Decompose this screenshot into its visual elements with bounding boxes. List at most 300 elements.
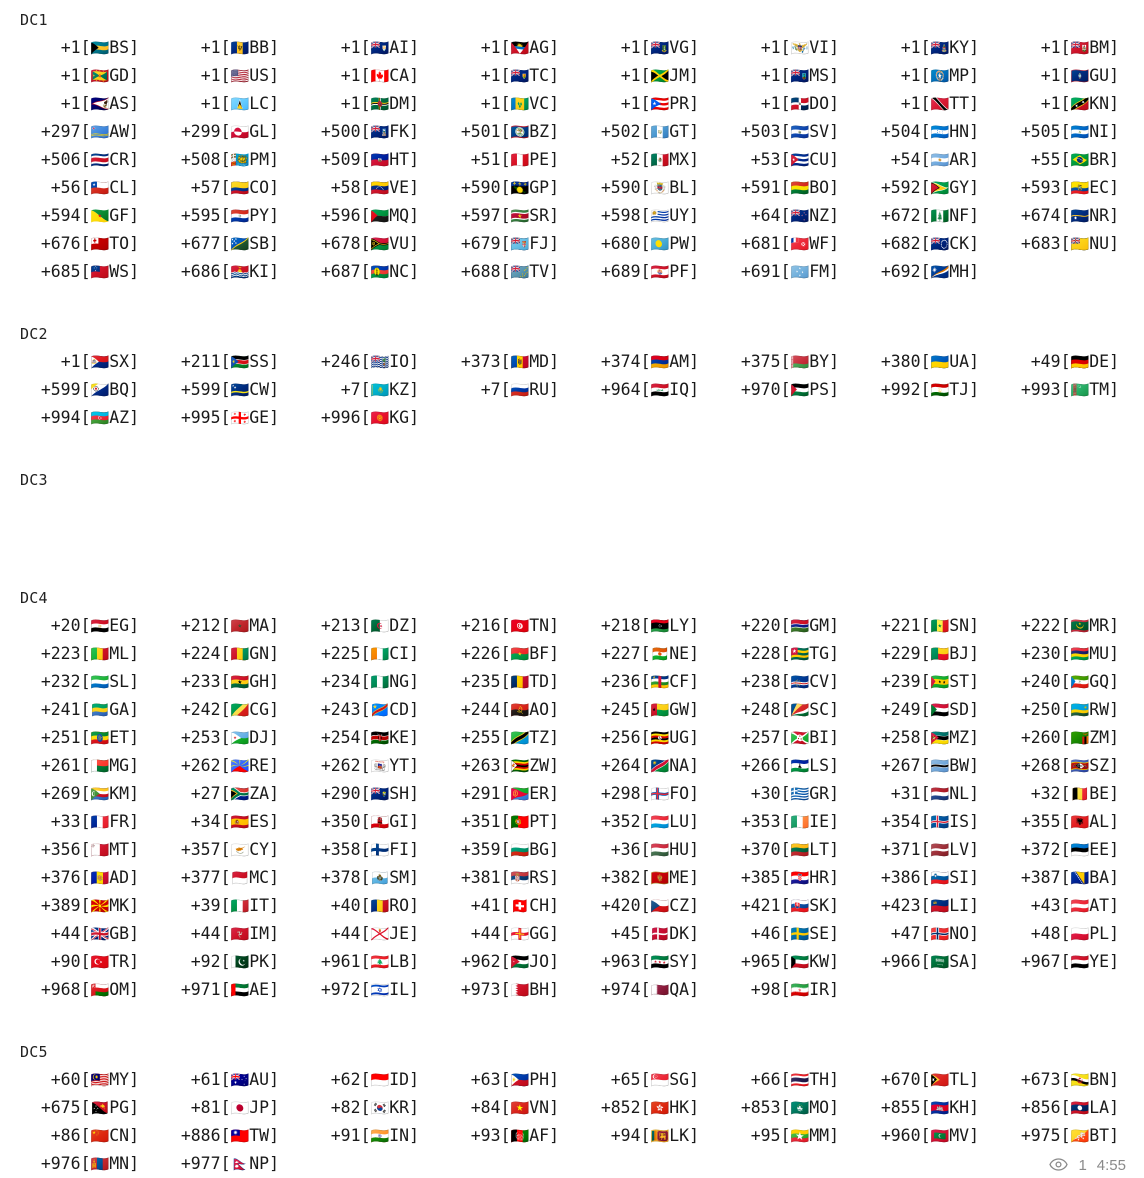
dial-prefix: +421 xyxy=(740,896,781,915)
flag-icon: 🇨🇳 xyxy=(90,1127,110,1145)
country-code-entry xyxy=(298,62,438,90)
country-code-entry xyxy=(18,780,158,808)
country-code: SL xyxy=(109,672,130,691)
dial-prefix: +223 xyxy=(40,644,81,663)
dial-prefix: +268 xyxy=(1020,756,1061,775)
country-code-entry xyxy=(998,836,1138,864)
dc-group-empty xyxy=(18,494,1126,550)
dial-prefix: +376 xyxy=(40,868,81,887)
country-code-entry xyxy=(998,1122,1138,1150)
dial-prefix: +992 xyxy=(880,380,921,399)
country-code: OM xyxy=(109,980,130,999)
dial-prefix: +1 xyxy=(480,38,501,57)
dial-prefix: +91 xyxy=(330,1126,361,1145)
open-bracket: [ xyxy=(920,66,931,85)
country-code-entry xyxy=(578,808,718,836)
country-code: GP xyxy=(529,178,550,197)
close-bracket: ] xyxy=(129,924,139,943)
flag-icon: 🇵🇷 xyxy=(650,95,670,113)
flag-icon: 🇦🇬 xyxy=(510,39,530,57)
open-bracket: [ xyxy=(920,380,931,399)
flag-icon: 🇲🇭 xyxy=(930,263,950,281)
flag-icon: 🇮🇪 xyxy=(790,813,810,831)
country-code-entry xyxy=(438,34,578,62)
country-code: CK xyxy=(949,234,970,253)
open-bracket: [ xyxy=(640,38,651,57)
country-code: JE xyxy=(389,924,410,943)
close-bracket: ] xyxy=(269,262,279,281)
close-bracket: ] xyxy=(129,408,139,427)
dial-prefix: +240 xyxy=(1020,672,1061,691)
dial-prefix: +244 xyxy=(460,700,501,719)
country-code: IQ xyxy=(669,380,690,399)
dial-prefix: +356 xyxy=(40,840,81,859)
country-code: AT xyxy=(1089,896,1110,915)
close-bracket: ] xyxy=(129,616,139,635)
country-code: RE xyxy=(249,756,270,775)
country-code-entry xyxy=(18,376,158,404)
flag-icon: 🇲🇪 xyxy=(650,869,670,887)
open-bracket: [ xyxy=(640,380,651,399)
country-code-entry xyxy=(578,62,718,90)
close-bracket: ] xyxy=(129,980,139,999)
dial-prefix: +594 xyxy=(40,206,81,225)
dial-prefix: +357 xyxy=(180,840,221,859)
dial-prefix: +95 xyxy=(750,1126,781,1145)
open-bracket: [ xyxy=(220,728,231,747)
flag-icon: 🇲🇻 xyxy=(930,1127,950,1145)
country-code: UG xyxy=(669,728,690,747)
open-bracket: [ xyxy=(80,952,91,971)
close-bracket: ] xyxy=(1109,616,1119,635)
country-code-entry xyxy=(158,836,298,864)
country-code-entry xyxy=(438,892,578,920)
flag-icon: 🇮🇴 xyxy=(370,353,390,371)
dial-prefix: +1 xyxy=(60,38,81,57)
open-bracket: [ xyxy=(780,66,791,85)
country-code-entry xyxy=(858,836,998,864)
dial-prefix: +267 xyxy=(880,756,921,775)
close-bracket: ] xyxy=(409,784,419,803)
close-bracket: ] xyxy=(549,38,559,57)
open-bracket: [ xyxy=(80,234,91,253)
open-bracket: [ xyxy=(920,206,931,225)
country-code: MU xyxy=(1089,644,1110,663)
dial-prefix: +261 xyxy=(40,756,81,775)
flag-icon: 🇬🇫 xyxy=(90,207,110,225)
country-code-entry xyxy=(18,202,158,230)
close-bracket: ] xyxy=(409,812,419,831)
country-code: MC xyxy=(249,868,270,887)
open-bracket: [ xyxy=(920,94,931,113)
open-bracket: [ xyxy=(1060,896,1071,915)
flag-icon: 🇱🇻 xyxy=(930,841,950,859)
close-bracket: ] xyxy=(969,122,979,141)
open-bracket: [ xyxy=(500,868,511,887)
open-bracket: [ xyxy=(360,924,371,943)
dial-prefix: +380 xyxy=(880,352,921,371)
open-bracket: [ xyxy=(80,868,91,887)
dial-prefix: +599 xyxy=(40,380,81,399)
flag-icon: 🇨🇩 xyxy=(370,701,390,719)
country-code-entry xyxy=(578,1122,718,1150)
flag-icon: 🇰🇳 xyxy=(1070,95,1090,113)
open-bracket: [ xyxy=(640,1070,651,1089)
close-bracket: ] xyxy=(1109,178,1119,197)
country-code: GM xyxy=(809,616,830,635)
close-bracket: ] xyxy=(409,206,419,225)
country-code: DZ xyxy=(389,616,410,635)
close-bracket: ] xyxy=(969,66,979,85)
dial-prefix: +86 xyxy=(50,1126,81,1145)
dial-prefix: +976 xyxy=(40,1154,81,1173)
country-code: MZ xyxy=(949,728,970,747)
open-bracket: [ xyxy=(920,644,931,663)
close-bracket: ] xyxy=(549,262,559,281)
dial-prefix: +503 xyxy=(740,122,781,141)
dial-prefix: +373 xyxy=(460,352,501,371)
flag-icon: 🇳🇬 xyxy=(370,673,390,691)
country-code: CO xyxy=(249,178,270,197)
country-code-entry xyxy=(438,1066,578,1094)
country-code: NZ xyxy=(809,206,830,225)
dial-prefix: +1 xyxy=(200,66,221,85)
dial-prefix: +962 xyxy=(460,952,501,971)
country-code-entry xyxy=(998,668,1138,696)
country-code-entry xyxy=(578,612,718,640)
dial-prefix: +254 xyxy=(320,728,361,747)
open-bracket: [ xyxy=(80,1098,91,1117)
country-code: IT xyxy=(249,896,270,915)
country-code: BI xyxy=(809,728,830,747)
flag-icon: 🇭🇰 xyxy=(650,1099,670,1117)
country-code-entry xyxy=(298,836,438,864)
country-code: KN xyxy=(1089,94,1110,113)
close-bracket: ] xyxy=(1109,644,1119,663)
dial-prefix: +250 xyxy=(1020,700,1061,719)
dial-prefix: +27 xyxy=(190,784,221,803)
country-code-entry xyxy=(438,90,578,118)
flag-icon: 🇰🇲 xyxy=(90,785,110,803)
country-code: TC xyxy=(529,66,550,85)
open-bracket: [ xyxy=(920,812,931,831)
dial-prefix: +672 xyxy=(880,206,921,225)
country-code: EG xyxy=(109,616,130,635)
close-bracket: ] xyxy=(409,262,419,281)
country-code-entry xyxy=(858,752,998,780)
country-code-entry xyxy=(298,118,438,146)
dial-prefix: +966 xyxy=(880,952,921,971)
country-code: TL xyxy=(949,1070,970,1089)
country-code-entry xyxy=(438,348,578,376)
open-bracket: [ xyxy=(220,94,231,113)
flag-icon: 🇨🇦 xyxy=(370,67,390,85)
open-bracket: [ xyxy=(220,122,231,141)
flag-icon: 🇮🇶 xyxy=(650,381,670,399)
close-bracket: ] xyxy=(969,380,979,399)
dial-prefix: +354 xyxy=(880,812,921,831)
close-bracket: ] xyxy=(1109,868,1119,887)
country-code-entry xyxy=(998,376,1138,404)
dial-prefix: +222 xyxy=(1020,616,1061,635)
country-code: CN xyxy=(109,1126,130,1145)
dial-prefix: +678 xyxy=(320,234,361,253)
country-code-entry xyxy=(718,230,858,258)
dial-prefix: +689 xyxy=(600,262,641,281)
country-code-entry xyxy=(158,976,298,1004)
open-bracket: [ xyxy=(360,616,371,635)
country-code: PR xyxy=(669,94,690,113)
flag-icon: 🇭🇷 xyxy=(790,869,810,887)
country-code: BO xyxy=(809,178,830,197)
close-bracket: ] xyxy=(969,728,979,747)
flag-icon: 🇻🇨 xyxy=(510,95,530,113)
open-bracket: [ xyxy=(780,896,791,915)
country-code-entry xyxy=(718,1122,858,1150)
open-bracket: [ xyxy=(80,352,91,371)
dial-prefix: +263 xyxy=(460,756,501,775)
country-code-entry xyxy=(718,1066,858,1094)
flag-icon: 🇦🇮 xyxy=(370,39,390,57)
country-code-entry xyxy=(18,1150,158,1178)
close-bracket: ] xyxy=(129,94,139,113)
open-bracket: [ xyxy=(640,812,651,831)
open-bracket: [ xyxy=(1060,840,1071,859)
close-bracket: ] xyxy=(269,840,279,859)
close-bracket: ] xyxy=(409,178,419,197)
open-bracket: [ xyxy=(1060,122,1071,141)
country-code-entry xyxy=(18,976,158,1004)
close-bracket: ] xyxy=(269,644,279,663)
country-code: PK xyxy=(249,952,270,971)
dial-prefix: +93 xyxy=(470,1126,501,1145)
close-bracket: ] xyxy=(969,616,979,635)
flag-icon: 🇵🇾 xyxy=(230,207,250,225)
country-code: ZM xyxy=(1089,728,1110,747)
dial-prefix: +372 xyxy=(1020,840,1061,859)
dial-prefix: +36 xyxy=(610,840,641,859)
close-bracket: ] xyxy=(409,840,419,859)
dial-prefix: +66 xyxy=(750,1070,781,1089)
dial-prefix: +39 xyxy=(190,896,221,915)
close-bracket: ] xyxy=(409,924,419,943)
country-code-entry xyxy=(18,752,158,780)
open-bracket: [ xyxy=(500,262,511,281)
flag-icon: 🇬🇦 xyxy=(90,701,110,719)
dial-prefix: +960 xyxy=(880,1126,921,1145)
close-bracket: ] xyxy=(969,672,979,691)
close-bracket: ] xyxy=(129,672,139,691)
open-bracket: [ xyxy=(80,616,91,635)
dial-prefix: +81 xyxy=(190,1098,221,1117)
dial-prefix: +386 xyxy=(880,868,921,887)
close-bracket: ] xyxy=(129,644,139,663)
open-bracket: [ xyxy=(640,234,651,253)
dial-prefix: +382 xyxy=(600,868,641,887)
open-bracket: [ xyxy=(80,206,91,225)
flag-icon: 🇧🇭 xyxy=(510,981,530,999)
dial-prefix: +269 xyxy=(40,784,81,803)
open-bracket: [ xyxy=(780,644,791,663)
country-code-entry xyxy=(438,948,578,976)
country-code: BG xyxy=(529,840,550,859)
country-code-entry xyxy=(438,118,578,146)
flag-icon: 🇬🇷 xyxy=(790,785,810,803)
country-code: HT xyxy=(389,150,410,169)
dial-prefix: +30 xyxy=(750,784,781,803)
open-bracket: [ xyxy=(780,728,791,747)
close-bracket: ] xyxy=(129,1154,139,1173)
dial-prefix: +84 xyxy=(470,1098,501,1117)
country-code-entry xyxy=(578,668,718,696)
dial-prefix: +353 xyxy=(740,812,781,831)
country-code-entry xyxy=(298,668,438,696)
open-bracket: [ xyxy=(220,840,231,859)
open-bracket: [ xyxy=(920,150,931,169)
open-bracket: [ xyxy=(80,1154,91,1173)
country-code-entry xyxy=(158,146,298,174)
close-bracket: ] xyxy=(1109,234,1119,253)
open-bracket: [ xyxy=(780,756,791,775)
close-bracket: ] xyxy=(409,756,419,775)
country-code: FO xyxy=(669,784,690,803)
open-bracket: [ xyxy=(1060,952,1071,971)
close-bracket: ] xyxy=(969,924,979,943)
close-bracket: ] xyxy=(689,94,699,113)
dial-prefix: +1 xyxy=(1040,66,1061,85)
flag-icon: 🇸🇦 xyxy=(930,953,950,971)
open-bracket: [ xyxy=(360,178,371,197)
country-code: LA xyxy=(1089,1098,1110,1117)
dial-prefix: +62 xyxy=(330,1070,361,1089)
close-bracket: ] xyxy=(269,234,279,253)
flag-icon: 🇷🇺 xyxy=(510,381,530,399)
dial-prefix: +387 xyxy=(1020,868,1061,887)
open-bracket: [ xyxy=(920,122,931,141)
country-code-entry xyxy=(158,118,298,146)
dial-prefix: +53 xyxy=(750,150,781,169)
flag-icon: 🇨🇭 xyxy=(510,897,530,915)
close-bracket: ] xyxy=(829,756,839,775)
dial-prefix: +972 xyxy=(320,980,361,999)
flag-icon: 🇧🇴 xyxy=(790,179,810,197)
country-code-entry xyxy=(858,612,998,640)
open-bracket: [ xyxy=(220,924,231,943)
country-code-entry xyxy=(158,948,298,976)
country-code-entry xyxy=(718,836,858,864)
close-bracket: ] xyxy=(829,38,839,57)
flag-icon: 🇾🇪 xyxy=(1070,953,1090,971)
country-code: SC xyxy=(809,700,830,719)
dc-group-title: DC5 xyxy=(20,1043,48,1061)
country-code-entry xyxy=(298,752,438,780)
country-code-entry xyxy=(578,1066,718,1094)
dial-prefix: +224 xyxy=(180,644,221,663)
country-code-entry xyxy=(298,780,438,808)
flag-icon: 🇳🇮 xyxy=(1070,123,1090,141)
dial-prefix: +1 xyxy=(60,66,81,85)
dial-prefix: +20 xyxy=(50,616,81,635)
open-bracket: [ xyxy=(220,868,231,887)
country-code-entry xyxy=(998,612,1138,640)
close-bracket: ] xyxy=(269,1126,279,1145)
open-bracket: [ xyxy=(780,206,791,225)
open-bracket: [ xyxy=(80,1070,91,1089)
open-bracket: [ xyxy=(360,1070,371,1089)
dial-prefix: +501 xyxy=(460,122,501,141)
close-bracket: ] xyxy=(969,206,979,225)
country-code: GN xyxy=(249,644,270,663)
open-bracket: [ xyxy=(500,1098,511,1117)
close-bracket: ] xyxy=(129,896,139,915)
dc-group-title: DC4 xyxy=(20,589,48,607)
country-code: NA xyxy=(669,756,690,775)
country-code-entry xyxy=(718,612,858,640)
group-spacer xyxy=(18,432,1126,466)
country-code: GH xyxy=(249,672,270,691)
flag-icon: 🇹🇲 xyxy=(1070,381,1090,399)
flag-icon: 🇵🇫 xyxy=(650,263,670,281)
country-code: QA xyxy=(669,980,690,999)
dial-prefix: +32 xyxy=(1030,784,1061,803)
close-bracket: ] xyxy=(829,672,839,691)
dial-prefix: +230 xyxy=(1020,644,1061,663)
dial-prefix: +45 xyxy=(610,924,641,943)
close-bracket: ] xyxy=(549,122,559,141)
country-code: VN xyxy=(529,1098,550,1117)
country-code: HU xyxy=(669,840,690,859)
close-bracket: ] xyxy=(829,122,839,141)
country-code-entry xyxy=(718,62,858,90)
open-bracket: [ xyxy=(220,380,231,399)
country-code-grid xyxy=(18,1066,1126,1178)
close-bracket: ] xyxy=(269,122,279,141)
dial-prefix: +246 xyxy=(320,352,361,371)
dial-prefix: +82 xyxy=(330,1098,361,1117)
flag-icon: 🇦🇿 xyxy=(90,409,110,427)
country-code-entry xyxy=(858,118,998,146)
flag-icon: 🇰🇮 xyxy=(230,263,250,281)
flag-icon: 🇱🇮 xyxy=(930,897,950,915)
country-code-entry xyxy=(18,864,158,892)
dial-prefix: +355 xyxy=(1020,812,1061,831)
flag-icon: 🇹🇬 xyxy=(790,645,810,663)
close-bracket: ] xyxy=(689,66,699,85)
country-code: CD xyxy=(389,700,410,719)
close-bracket: ] xyxy=(129,380,139,399)
open-bracket: [ xyxy=(780,952,791,971)
flag-icon: 🇧🇪 xyxy=(1070,785,1090,803)
flag-icon: 🇨🇫 xyxy=(650,673,670,691)
country-code-entry xyxy=(298,1066,438,1094)
country-code-entry xyxy=(438,174,578,202)
dc-group-title: DC2 xyxy=(20,325,48,343)
close-bracket: ] xyxy=(969,352,979,371)
flag-icon: 🇳🇺 xyxy=(1070,235,1090,253)
open-bracket: [ xyxy=(500,206,511,225)
close-bracket: ] xyxy=(269,756,279,775)
flag-icon: 🇨🇻 xyxy=(790,673,810,691)
country-code: WS xyxy=(109,262,130,281)
dial-prefix: +964 xyxy=(600,380,641,399)
country-code: CI xyxy=(389,644,410,663)
close-bracket: ] xyxy=(129,1126,139,1145)
country-code-entry xyxy=(158,34,298,62)
close-bracket: ] xyxy=(689,784,699,803)
dial-prefix: +370 xyxy=(740,840,781,859)
open-bracket: [ xyxy=(640,896,651,915)
open-bracket: [ xyxy=(360,262,371,281)
